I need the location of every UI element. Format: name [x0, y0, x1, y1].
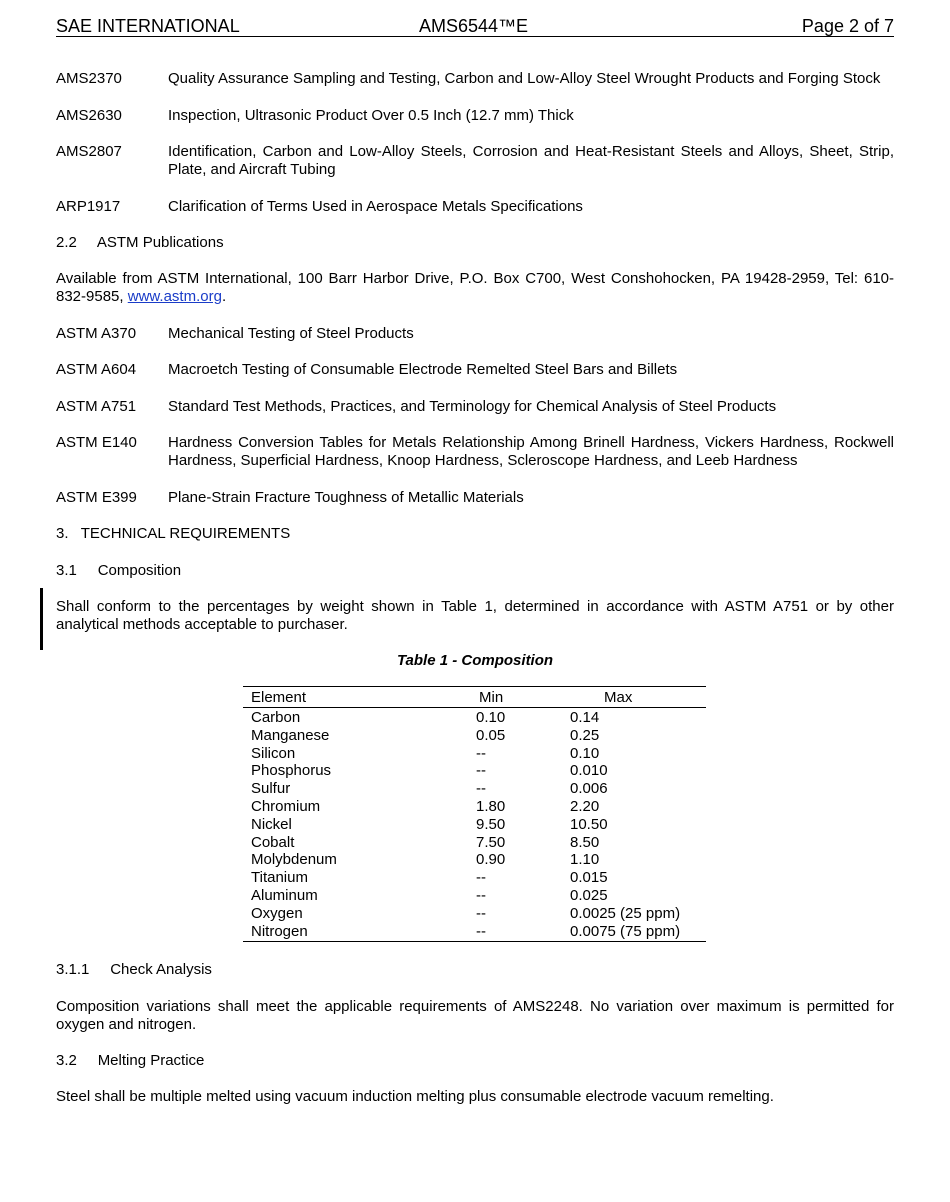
cell-max: 0.006	[570, 780, 608, 798]
cell-element: Oxygen	[251, 904, 303, 922]
composition-paragraph: Shall conform to the percentages by weight shown in Table 1, determined in accordance with ASTM A751 or by other analytical methods acceptable to purchaser.	[56, 598, 894, 633]
cell-max: 0.0075 (75 ppm)	[570, 922, 681, 940]
revision-bar	[40, 588, 43, 650]
astm-intro-text: Available from ASTM International, 100 Barr Harbor Drive, P.O. Box C700, West Conshohocken, PA 19428-2959, Tel: 610-832-9585,	[56, 270, 894, 305]
cell-element: Cobalt	[251, 833, 295, 851]
reference-code: AMS2370	[56, 70, 122, 87]
table-row	[243, 851, 706, 869]
table-row	[243, 905, 706, 923]
cell-max: 0.010	[570, 762, 608, 780]
column-header-max: Max	[604, 689, 633, 706]
cell-max: 2.20	[570, 798, 600, 815]
check-analysis-paragraph: Composition variations shall meet the applicable requirements of AMS2248. No variation over maximum is permitted for oxygen and nitrogen.	[56, 998, 894, 1033]
reference-entry	[56, 434, 894, 470]
table-row	[243, 887, 706, 905]
melting-practice-paragraph: Steel shall be multiple melted using vacuum induction melting plus consumable electrode vacuum remelting.	[56, 1088, 774, 1105]
table-row	[243, 816, 706, 834]
reference-entry	[56, 361, 894, 379]
reference-code: ARP1917	[56, 198, 121, 215]
cell-min: --	[476, 922, 486, 940]
page-header	[56, 16, 894, 37]
astm-intro-paragraph	[56, 270, 894, 306]
cell-max: 8.50	[570, 833, 600, 851]
reference-title: Inspection, Ultrasonic Product Over 0.5 Inch (12.7 mm) Thick	[168, 107, 574, 124]
section-heading-check-analysis: 3.1.1 Check Analysis	[56, 961, 212, 978]
cell-max: 0.025	[570, 887, 608, 904]
cell-min: --	[476, 762, 486, 780]
reference-title: Hardness Conversion Tables for Metals Relationship Among Brinell Hardness, Vickers Hardness, Rockwell Hardness, Superficial Hardness, Knoop Hardness, Scleroscope Hardness, and Leeb Hardness	[168, 434, 894, 469]
column-header-min: Min	[479, 689, 504, 706]
reference-title: Identification, Carbon and Low-Alloy Steels, Corrosion and Heat-Resistant Steels and Alloys, Sheet, Strip, Plate, and Aircraft Tubing	[168, 143, 894, 178]
astm-intro-end: .	[221, 288, 227, 305]
reference-code: AMS2807	[56, 143, 122, 160]
cell-max: 10.50	[570, 815, 608, 833]
cell-max: 0.0025 (25 ppm)	[570, 904, 681, 922]
reference-code: ASTM A370	[56, 325, 137, 342]
cell-min: 0.90	[476, 851, 506, 869]
reference-code: ASTM E399	[56, 489, 137, 506]
reference-title: Standard Test Methods, Practices, and Terminology for Chemical Analysis of Steel Products	[168, 398, 777, 415]
cell-max: 0.14	[570, 709, 600, 726]
reference-entry	[56, 198, 894, 216]
reference-title: Quality Assurance Sampling and Testing, Carbon and Low-Alloy Steel Wrought Products and Forging Stock	[168, 70, 881, 87]
reference-title: Plane-Strain Fracture Toughness of Metallic Materials	[168, 489, 524, 506]
column-header-element: Element	[251, 689, 307, 706]
table-row	[243, 923, 706, 941]
reference-title: Mechanical Testing of Steel Products	[168, 325, 414, 342]
reference-code: ASTM A751	[56, 398, 137, 415]
cell-element: Aluminum	[251, 887, 318, 904]
table-row	[243, 727, 706, 745]
cell-element: Manganese	[251, 726, 330, 744]
cell-max: 0.10	[570, 744, 600, 762]
reference-code: AMS2630	[56, 107, 122, 124]
table-row	[243, 709, 706, 727]
table-row	[243, 798, 706, 816]
table-row	[243, 869, 706, 887]
reference-entry	[56, 489, 894, 507]
cell-min: 0.10	[476, 709, 506, 726]
reference-code: ASTM A604	[56, 361, 137, 378]
table-row	[243, 762, 706, 780]
cell-min: --	[476, 869, 486, 887]
cell-min: 1.80	[476, 798, 506, 815]
cell-element: Molybdenum	[251, 851, 337, 869]
header-org: SAE INTERNATIONAL	[56, 16, 240, 36]
composition-table	[243, 686, 706, 942]
cell-min: --	[476, 887, 486, 904]
table-caption: Table 1 - Composition	[396, 652, 554, 669]
reference-entry	[56, 107, 894, 125]
cell-element: Titanium	[251, 869, 308, 887]
cell-max: 1.10	[570, 851, 600, 869]
cell-max: 0.25	[570, 726, 600, 744]
cell-min: --	[476, 780, 486, 798]
reference-title: Clarification of Terms Used in Aerospace Metals Specifications	[168, 198, 583, 215]
cell-min: 7.50	[476, 833, 506, 851]
cell-min: --	[476, 904, 486, 922]
cell-min: 9.50	[476, 815, 506, 833]
cell-element: Chromium	[251, 798, 321, 815]
cell-element: Nickel	[251, 815, 292, 833]
table-row	[243, 745, 706, 763]
reference-code: ASTM E140	[56, 434, 137, 451]
reference-entry	[56, 143, 894, 179]
cell-element: Carbon	[251, 709, 301, 726]
reference-entry	[56, 70, 894, 88]
section-heading-melting-practice: 3.2 Melting Practice	[56, 1052, 205, 1069]
cell-element: Phosphorus	[251, 762, 332, 780]
section-heading-composition: 3.1 Composition	[56, 562, 182, 579]
cell-element: Sulfur	[251, 780, 291, 798]
cell-element: Silicon	[251, 744, 296, 762]
astm-website-link[interactable]: www.astm.org	[127, 288, 222, 305]
section-heading-astm: 2.2 ASTM Publications	[56, 234, 224, 251]
cell-min: --	[476, 744, 486, 762]
reference-entry	[56, 398, 894, 416]
table-row	[243, 780, 706, 798]
section-heading-technical-requirements: 3. TECHNICAL REQUIREMENTS	[56, 525, 291, 542]
reference-entry	[56, 325, 894, 343]
header-page-number: Page 2 of 7	[801, 16, 894, 36]
table-row	[243, 834, 706, 852]
reference-title: Macroetch Testing of Consumable Electrode Remelted Steel Bars and Billets	[168, 361, 678, 378]
table-header-row	[243, 689, 706, 708]
cell-min: 0.05	[476, 726, 506, 744]
header-doc-number: AMS6544™E	[419, 16, 529, 36]
cell-max: 0.015	[570, 869, 608, 887]
cell-element: Nitrogen	[251, 922, 308, 940]
